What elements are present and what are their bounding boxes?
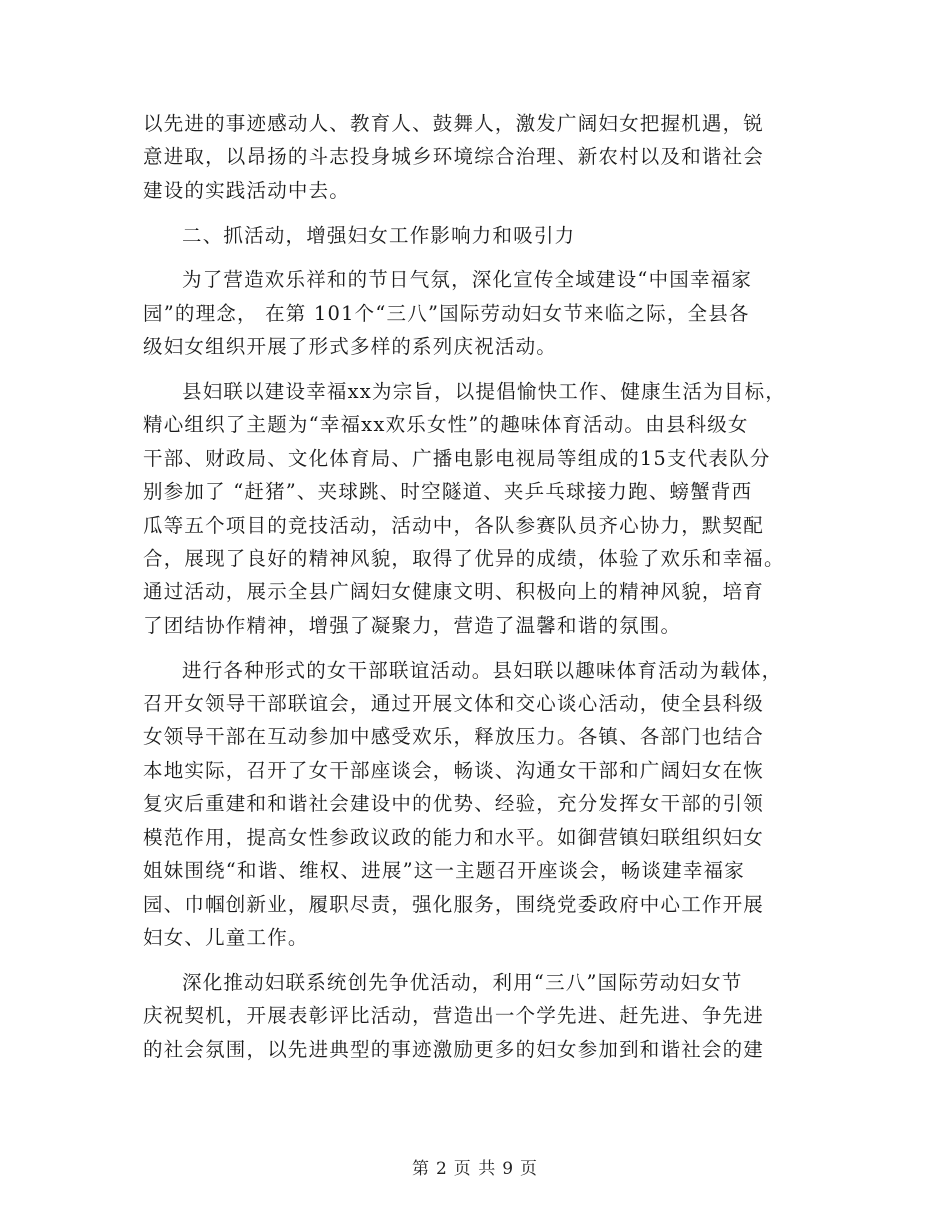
text-line: 深化推动妇联系统创先争优活动，利用“三八”国际劳动妇女节	[182, 970, 743, 994]
footer-suffix: 页	[520, 1159, 539, 1179]
page-footer	[0, 1154, 950, 1179]
text-line: 瓜等五个项目的竞技活动，活动中，各队参赛队员齐心协力，默契配	[143, 513, 765, 537]
text-line: 为了营造欢乐祥和的节日气氛，深化宣传全域建设“中国幸福家	[182, 268, 753, 292]
text-line: 复灾后重建和和谐社会建设中的优势、经验，充分发挥女干部的引领	[143, 792, 765, 816]
section-heading	[143, 219, 811, 252]
total-pages: 9	[502, 1159, 515, 1179]
text-line: 了团结协作精神，增强了凝聚力，营造了温馨和谐的氛围。	[143, 613, 682, 637]
text-line: 女领导干部在互动参加中感受欢乐，释放压力。各镇、各部门也结合	[143, 725, 765, 749]
text-line: 召开女领导干部联谊会，通过开展文体和交心谈心活动，使全县科级	[143, 692, 765, 716]
text-line: 进行各种形式的女干部联谊活动。县妇联以趣味体育活动为载体，	[182, 658, 783, 682]
heading-text: 二、抓活动，增强妇女工作影响力和吸引力	[182, 223, 576, 247]
text-line: 合，展现了良好的精神风貌，取得了优异的成绩，体验了欢乐和幸福。	[143, 547, 785, 571]
text-line: 通过活动，展示全县广阔妇女健康文明、积极向上的精神风貌，培育	[143, 580, 765, 604]
text-line: 干部、财政局、文化体育局、广播电影电视局等组成的15支代表队分	[143, 446, 771, 470]
text-line: 本地实际，召开了女干部座谈会，畅谈、沟通女干部和广阔妇女在恢	[143, 758, 765, 782]
footer-middle: 页 共	[453, 1159, 497, 1179]
page-number: 2	[435, 1159, 448, 1179]
text-line: 级妇女组织开展了形式多样的系列庆祝活动。	[143, 335, 558, 359]
paragraph	[143, 263, 811, 363]
text-line: 姐妹围绕“和谐、维权、进展”这一主题召开座谈会，畅谈建幸福家	[143, 859, 745, 883]
text-line: 精心组织了主题为“幸福xx欢乐女性”的趣味体育活动。由县科级女	[143, 413, 749, 437]
text-line: 园”的理念， 在第 101个“三八”国际劳动妇女节来临之际，全县各	[143, 301, 750, 325]
text-line: 园、巾帼创新业，履职尽责，强化服务，围绕党委政府中心工作开展	[143, 892, 765, 916]
text-line: 模范作用，提高女性参政议政的能力和水平。如御营镇妇联组织妇女	[143, 825, 765, 849]
document-body	[143, 107, 811, 1066]
paragraph	[143, 654, 811, 955]
text-line: 别参加了 “赶猪”、夹球跳、时空隧道、夹乒乓球接力跑、螃蟹背西	[143, 480, 753, 504]
text-line: 庆祝契机，开展表彰评比活动，营造出一个学先进、赶先进、争先进	[143, 1004, 765, 1028]
footer-prefix: 第	[411, 1159, 430, 1179]
text-line: 建设的实践活动中去。	[143, 178, 351, 202]
paragraph	[143, 966, 811, 1066]
paragraph	[143, 375, 811, 642]
text-line: 的社会氛围，以先进典型的事迹激励更多的妇女参加到和谐社会的建	[143, 1037, 765, 1061]
text-line: 以先进的事迹感动人、教育人、鼓舞人，激发广阔妇女把握机遇，锐	[143, 112, 765, 135]
text-line: 县妇联以建设幸福xx为宗旨，以提倡愉快工作、健康生活为目标，	[182, 380, 786, 404]
text-line: 妇女、儿童工作。	[143, 925, 309, 949]
text-line: 意进取，以昂扬的斗志投身城乡环境综合治理、新农村以及和谐社会	[143, 145, 765, 169]
paragraph-continuation	[143, 107, 811, 207]
